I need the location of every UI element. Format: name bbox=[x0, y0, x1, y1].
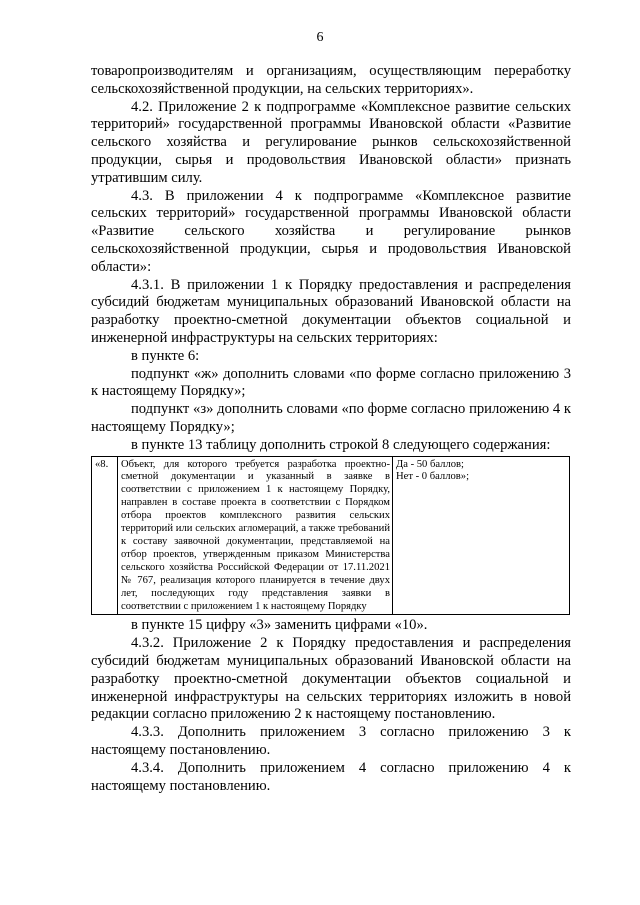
paragraph-point-6: в пункте 6: bbox=[131, 347, 200, 364]
score-no: Нет - 0 баллов»; bbox=[396, 471, 470, 483]
paragraph-4-3: 4.3. В приложении 4 к подпрограмме «Комплексное развитие сельских территорий» государственной программы Ивановской области «Развитие сельского хозяйства и регулирование рынков сельскохозяйственной продукции, сырья и продовольствия Ивановской области»: bbox=[91, 187, 571, 275]
criterion-cell: Объект, для которого требуется разработка проектно-сметной документации и указанный в заявке в соответствии с приложением 1 к настоящему Порядку, направлен в составе проекта в соответствии с Порядком отбора проектов комплексного развития сельских территорий или сельских агломераций, а также требований к составу заявочной документации, представляемой на отбор проектов, утвержденным приказом Министерства сельского хозяйства Российской Федерации от 17.11.2021 № 767, реализация которого планируется в течение двух лет, последующих году представления заявки в соответствии с приложением 1 к настоящему Порядку bbox=[118, 456, 393, 615]
paragraph-4-3-3: 4.3.3. Дополнить приложением 3 согласно приложению 3 к настоящему постановлению. bbox=[91, 724, 571, 758]
paragraph-4-3-2: 4.3.2. Приложение 2 к Порядку предоставления и распределения субсидий бюджетам муниципальных образований Ивановской области на разработку проектно-сметной документации объектов социальной и инженерной инфраструктуры на сельских территориях изложить в новой редакции согласно приложению 2 к настоящему постановлению. bbox=[91, 635, 571, 723]
table-row bbox=[92, 456, 570, 615]
paragraph-continuation: товаропроизводителям и организациям, осуществляющим переработку сельскохозяйственной продукции, на сельских территориях». bbox=[91, 63, 571, 97]
paragraph-4-2: 4.2. Приложение 2 к подпрограмме «Комплексное развитие сельских территорий» государственной программы Ивановской области «Развитие сельского хозяйства и регулирование рынков сельскохозяйственной продукции, сырья и продовольствия Ивановской области» признать утратившим силу. bbox=[91, 98, 571, 186]
paragraph-4-3-1: 4.3.1. В приложении 1 к Порядку предоставления и распределения субсидий бюджетам муниципальных образований Ивановской области на разработку проектно-сметной документации объектов социальной и инженерной инфраструктуры на сельских территориях: bbox=[91, 276, 571, 346]
score-cell bbox=[393, 456, 570, 615]
score-yes: Да - 50 баллов; bbox=[396, 458, 464, 470]
paragraph-point-13: в пункте 13 таблицу дополнить строкой 8 следующего содержания: bbox=[131, 436, 551, 453]
document-body bbox=[91, 63, 571, 795]
paragraph-subpoint-zh: подпункт «ж» дополнить словами «по форме согласно приложению 3 к настоящему Порядку»; bbox=[91, 365, 571, 400]
row-number-cell: «8. bbox=[92, 456, 118, 615]
page-number: 6 bbox=[316, 30, 324, 45]
amendment-table bbox=[91, 456, 570, 616]
paragraph-point-15: в пункте 15 цифру «3» заменить цифрами «10». bbox=[131, 617, 428, 634]
paragraph-4-3-4: 4.3.4. Дополнить приложением 4 согласно приложению 4 к настоящему постановлению. bbox=[91, 759, 571, 794]
paragraph-subpoint-z: подпункт «з» дополнить словами «по форме согласно приложению 4 к настоящему Порядку»; bbox=[91, 401, 571, 435]
